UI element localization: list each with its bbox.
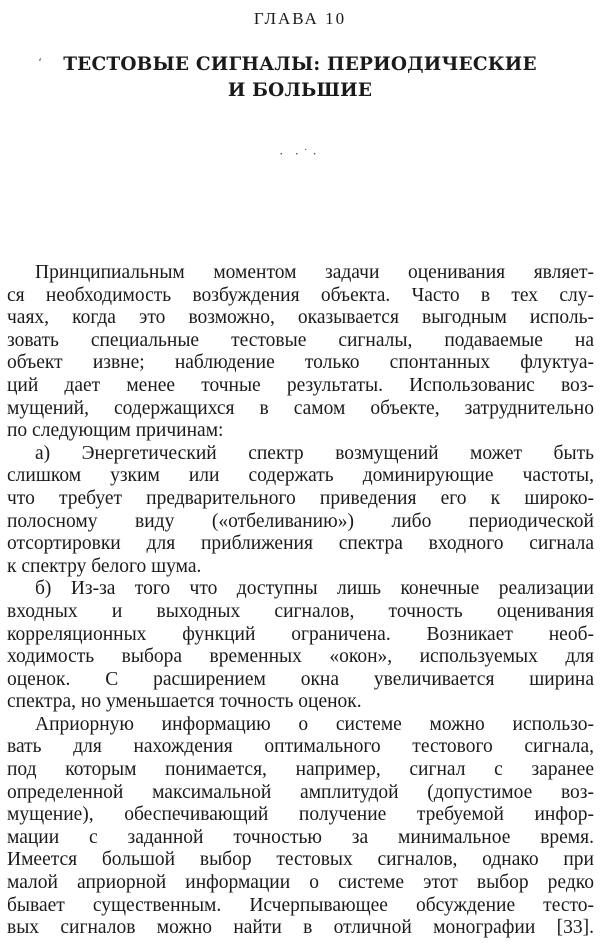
text-line: оценок. С расширением окна увеличивается ширина [7,668,594,690]
chapter-title [0,52,600,104]
text-line: слишком узким или содержать доминирующие частоты, [7,465,594,487]
text-line: чаях, когда это возможно, оказывается выгодным исполь- [7,307,594,329]
chapter-title-line-1: ТЕСТОВЫЕ СИГНАЛЫ: ПЕРИОДИЧЕСКИЕ [63,54,537,75]
body-text [7,262,594,940]
text-line: по следующим причинам: [7,420,224,442]
text-line: отсортировки для приближения спектра входного сигнала [7,533,594,555]
text-line: зовать специальные тестовые сигналы, подаваемые на [7,329,594,351]
text-line: определенной максимальной амплитудой (допустимое воз- [7,781,594,803]
text-line: что требует предварительного приведения его к широко- [7,487,594,509]
text-line: а) Энергетический спектр возмущений может быть [35,442,594,464]
text-line: ходимость выбора временных «окон», используемых для [7,646,594,668]
chapter-title-line-2: И БОЛЬШИЕ [227,80,373,101]
text-line: б) Из-за того что доступны лишь конечные реализации [35,578,594,600]
text-line: ций дает менее точные результаты. Использованис воз- [7,374,594,396]
text-line: под которым понимается, например, сигнал с заранее [7,759,594,781]
text-line: малой априорной информации о системе этот выбор редко [7,872,594,894]
text-line: полосному виду («отбеливанию») либо периодической [7,510,594,532]
text-line: вать для нахождения оптимального тестового сигнала, [7,736,594,758]
text-line: Принципиальным моментом задачи оценивания являет- [35,262,594,283]
chapter-label: ГЛАВА 10 [253,9,347,28]
ornament-icon: · ·˙· [279,147,321,161]
text-line: спектра, но уменьшается точность оценок. [7,691,362,713]
text-line: ся необходимость возбуждения объекта. Часто в тех слу- [7,284,594,306]
print-speck-icon: ‘ [38,56,42,70]
text-line: вых сигналов можно найти в отличной монографии [33]. [7,917,594,939]
text-line: корреляционных функций ограничена. Возникает необ- [7,623,594,645]
text-line: объект извне; наблюдение только спонтанных флуктуа- [7,352,594,374]
text-line: мущение), обеспечивающий получение требуемой инфор- [7,804,594,826]
text-line: входных и выходных сигналов, точность оценивания [7,600,594,622]
text-line: Априорную информацию о системе можно использо- [35,713,594,735]
text-line: мации с заданной точностью за минимальное время. [7,826,594,848]
text-line: бывает существенным. Исчерпывающее обсуждение тесто- [7,894,594,916]
text-line: мущений, содержащихся в самом объекте, затруднительно [7,397,594,419]
text-line: Имеется большой выбор тестовых сигналов, однако при [7,849,594,871]
text-line: к спектру белого шума. [7,555,202,577]
